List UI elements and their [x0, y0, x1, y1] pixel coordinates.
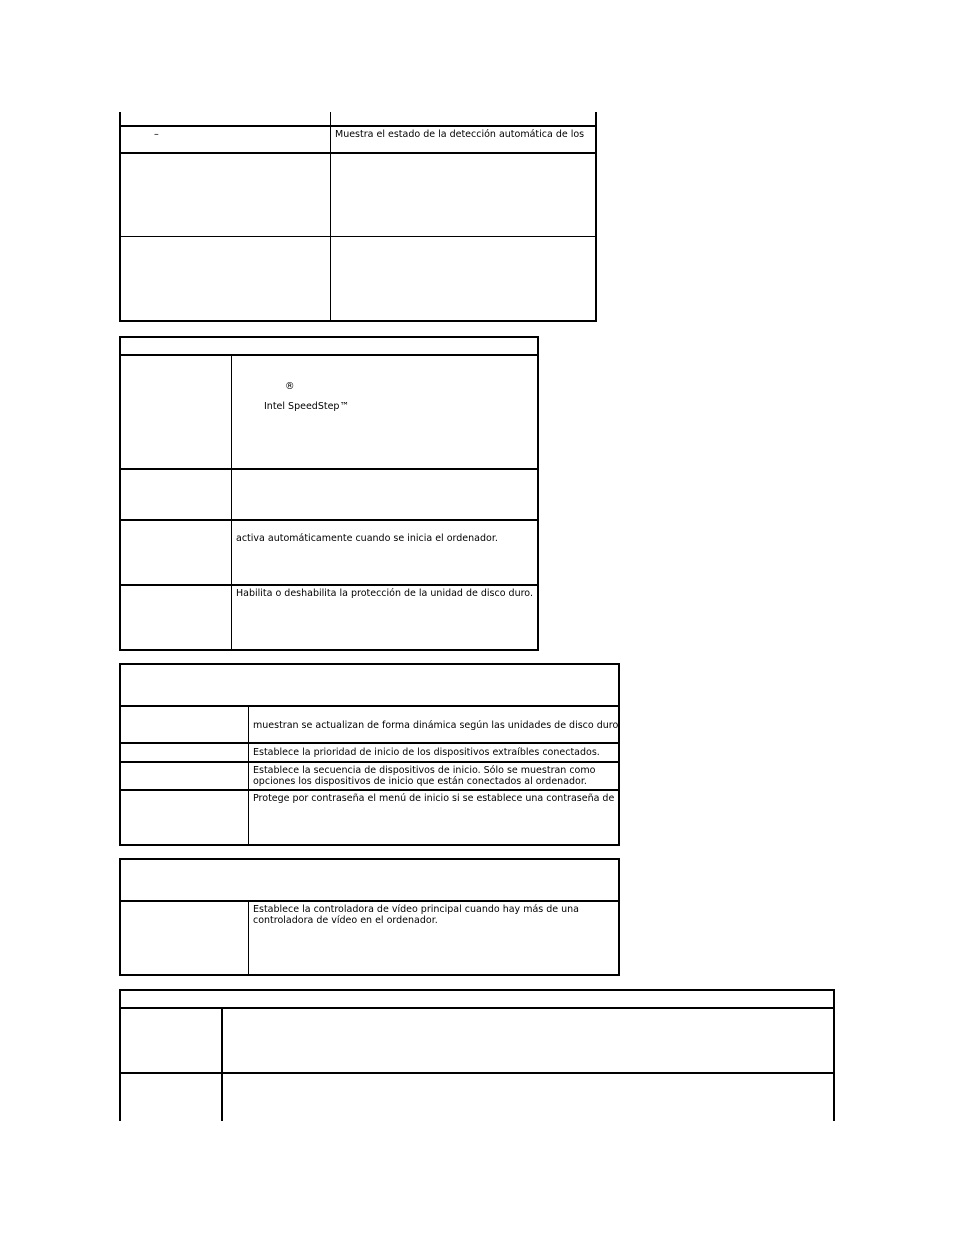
table4-row1-description: Establece la controladora de vídeo principal cuando hay más de una controladora de vídeo en el ordenador. — [253, 904, 579, 926]
table3-row4-description: Protege por contraseña el menú de inicio si se establece una contraseña de — [253, 793, 615, 804]
table1-row2-label: – — [154, 129, 159, 140]
registered-mark: ® — [285, 381, 295, 392]
table2-row3-description: activa automáticamente cuando se inicia el ordenador. — [236, 533, 498, 544]
table1-row2-description: Muestra el estado de la detección automática de los — [335, 129, 585, 140]
table2-row4-description: Habilita o deshabilita la protección de la unidad de disco duro. — [236, 588, 533, 599]
table3-row2-description: Establece la prioridad de inicio de los dispositivos extraíbles conectados. — [253, 747, 600, 758]
table3-row3-description: Establece la secuencia de dispositivos de inicio. Sólo se muestran como opciones los dispositivos de inicio que están conectados al ordenador. — [253, 765, 596, 787]
table3-row1-description: muestran se actualizan de forma dinámica según las unidades de disco duro — [253, 720, 619, 731]
speedstep-label: Intel SpeedStep™ — [264, 401, 349, 412]
